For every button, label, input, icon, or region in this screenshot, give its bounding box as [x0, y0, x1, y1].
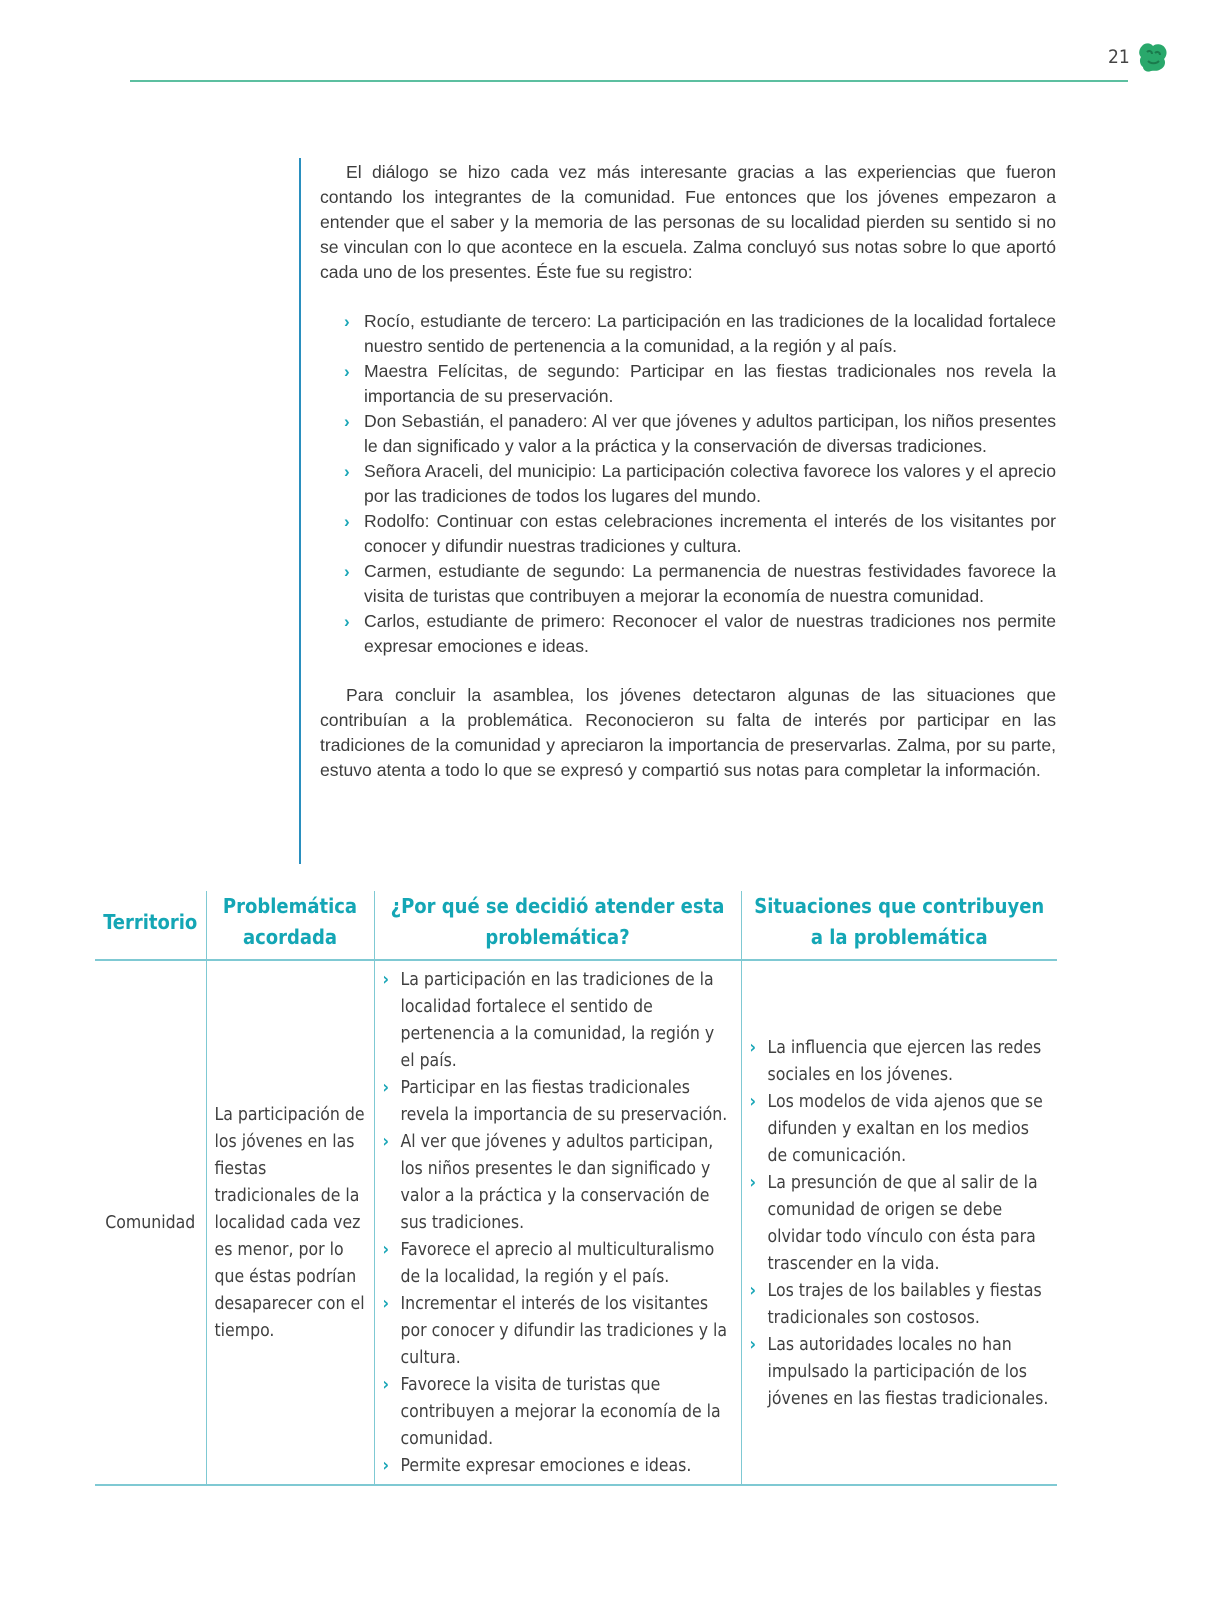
list-item: › Permite expresar emociones e ideas.	[383, 1453, 733, 1480]
chevron-right-icon: ›	[749, 1091, 756, 1112]
chevron-right-icon: ›	[382, 970, 389, 990]
chevron-right-icon: ›	[382, 1240, 389, 1260]
narrative-text	[320, 160, 1056, 783]
chevron-right-icon: ›	[344, 512, 350, 531]
list-item: › Incrementar el interés de los visitantes por conocer y difundir las tradiciones y la cultura.	[383, 1291, 733, 1372]
list-item: › Favorece el aprecio al multiculturalismo de la localidad, la región y el país.	[383, 1237, 733, 1291]
testimony-list	[344, 309, 1056, 659]
list-item: › Los modelos de vida ajenos que se difunden y exaltan en los medios de comunicación.	[750, 1089, 1050, 1170]
chevron-right-icon: ›	[344, 312, 350, 331]
chevron-right-icon: ›	[344, 612, 350, 631]
list-item: › Al ver que jóvenes y adultos participan, los niños presentes le dan significado y valor a la práctica y la conservación de sus tradiciones.	[383, 1129, 733, 1237]
intro-paragraph: El diálogo se hizo cada vez más interesante gracias a las experiencias que fueron contando los integrantes de la comunidad. Fue entonces que los jóvenes empezaron a entender que el saber y la memoria de las personas de su localidad pierden su sentido si no se vinculan con lo que acontece en la escuela. Zalma concluyó sus notas sobre lo que aportó cada uno de los presentes. Éste fue su registro:	[320, 162, 1056, 282]
chevron-right-icon: ›	[382, 1132, 389, 1152]
conclusion-paragraph: Para concluir la asamblea, los jóvenes detectaron algunas de las situaciones que contribuían a la problemática. Reconocieron su falta de interés por participar en las tradiciones de la comunidad y apreciaron la importancia de preservarlas. Zalma, por su parte, estuvo atenta a todo lo que se expresó y compartió sus notas para completar la información.	[320, 685, 1056, 780]
list-item: › La presunción de que al salir de la comunidad de origen se debe olvidar todo vínculo con ésta para trascender en la vida.	[750, 1170, 1050, 1278]
green-mascot-icon	[1136, 40, 1170, 74]
chevron-right-icon: ›	[749, 1280, 756, 1301]
chevron-right-icon: ›	[344, 412, 350, 431]
header-razones: ¿Por qué se decidió atender esta problemática?	[374, 891, 741, 960]
chevron-right-icon: ›	[749, 1037, 756, 1058]
chevron-right-icon: ›	[344, 462, 350, 481]
list-item: › Señora Araceli, del municipio: La participación colectiva favorece los valores y el aprecio por las tradiciones de todos los lugares del mundo.	[344, 461, 1056, 506]
situaciones-list	[750, 1035, 1050, 1413]
page-number: 21	[1108, 46, 1130, 68]
list-item: › Rodolfo: Continuar con estas celebraciones incrementa el interés de los visitantes por conocer y difundir nuestras tradiciones y cultura.	[344, 511, 1056, 556]
razones-list	[383, 967, 733, 1480]
cell-problematica: La participación de los jóvenes en las fiestas tradicionales de la localidad cada vez es menor, por lo que éstas podrían desaparecer con el tiempo.	[206, 960, 374, 1485]
chevron-right-icon: ›	[749, 1334, 756, 1355]
header-problematica: Problemática acordada	[206, 891, 374, 960]
chevron-right-icon: ›	[382, 1294, 389, 1314]
cell-territorio: Comunidad	[95, 960, 206, 1485]
chevron-right-icon: ›	[382, 1456, 389, 1476]
chevron-right-icon: ›	[344, 362, 350, 381]
list-item: › Favorece la visita de turistas que contribuyen a mejorar la economía de la comunidad.	[383, 1372, 733, 1453]
cell-situaciones	[741, 960, 1057, 1485]
chevron-right-icon: ›	[382, 1078, 389, 1098]
list-item: › Los trajes de los bailables y fiestas tradicionales son costosos.	[750, 1278, 1050, 1332]
table-header-row	[95, 891, 1057, 960]
problem-table	[95, 891, 1057, 1486]
cell-razones	[374, 960, 741, 1485]
header-territorio: Territorio	[95, 891, 206, 960]
list-item: › La participación en las tradiciones de la localidad fortalece el sentido de pertenencia a la comunidad, la región y el país.	[383, 967, 733, 1075]
list-item: › Carmen, estudiante de segundo: La permanencia de nuestras festividades favorece la visita de turistas que contribuyen a mejorar la economía de nuestra comunidad.	[344, 561, 1056, 606]
chevron-right-icon: ›	[344, 562, 350, 581]
list-item: › Maestra Felícitas, de segundo: Participar en las fiestas tradicionales nos revela la importancia de su preservación.	[344, 361, 1056, 406]
list-item: › Participar en las fiestas tradicionales revela la importancia de su preservación.	[383, 1075, 733, 1129]
sidebar-rule	[299, 158, 301, 864]
list-item: › Don Sebastián, el panadero: Al ver que jóvenes y adultos participan, los niños presentes le dan significado y valor a la práctica y la conservación de diversas tradiciones.	[344, 411, 1056, 456]
list-item: › Rocío, estudiante de tercero: La participación en las tradiciones de la localidad fortalece nuestro sentido de pertenencia a la comunidad, a la región y al país.	[344, 311, 1056, 356]
list-item: › Carlos, estudiante de primero: Reconocer el valor de nuestras tradiciones nos permite expresar emociones e ideas.	[344, 611, 1056, 656]
list-item: › La influencia que ejercen las redes sociales en los jóvenes.	[750, 1035, 1050, 1089]
header-situaciones: Situaciones que contribuyen a la problemática	[741, 891, 1057, 960]
header-rule	[130, 80, 1128, 82]
chevron-right-icon: ›	[382, 1375, 389, 1395]
table-row	[95, 960, 1057, 1485]
list-item: › Las autoridades locales no han impulsado la participación de los jóvenes en las fiestas tradicionales.	[750, 1332, 1050, 1413]
chevron-right-icon: ›	[749, 1172, 756, 1193]
